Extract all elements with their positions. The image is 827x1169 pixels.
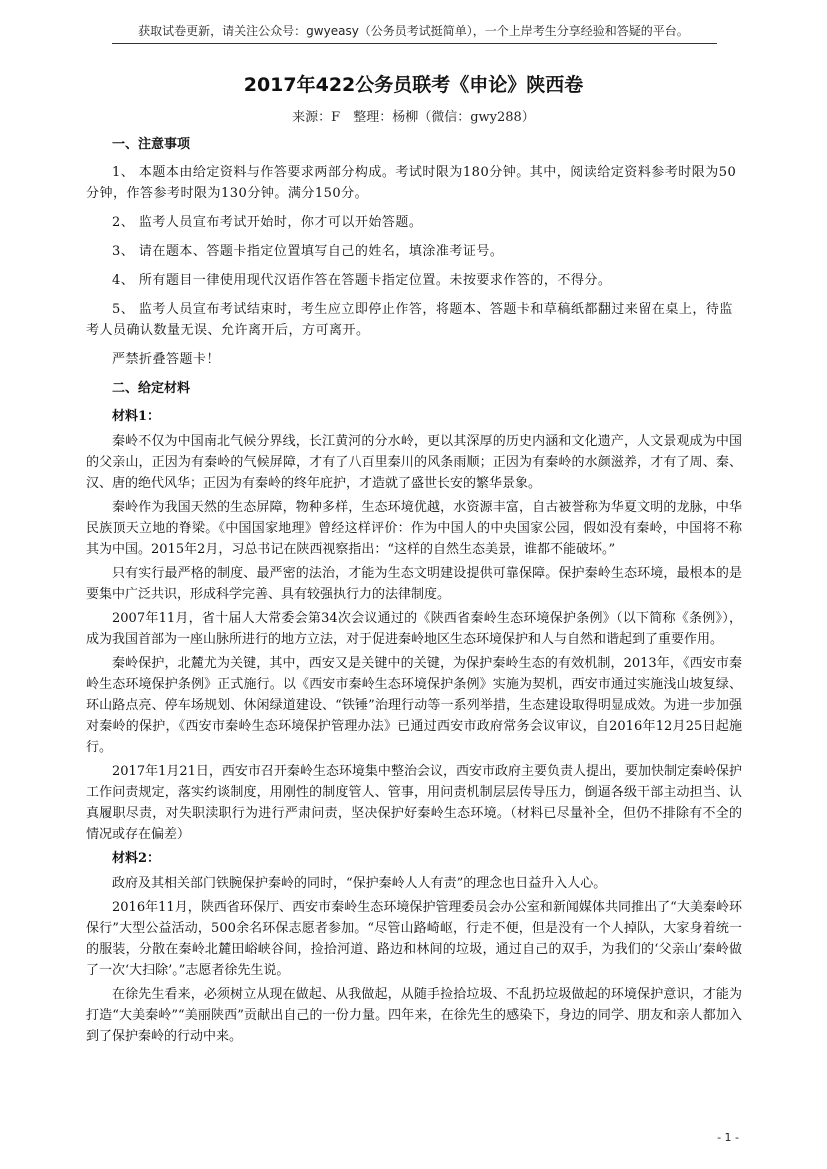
page-number: - 1 - xyxy=(717,1131,739,1144)
document-body xyxy=(86,134,742,1050)
header-note: 获取试卷更新，请关注公众号：gwyeasy（公务员考试挺简单），一个上岸考生分享经验和答疑的平台。 xyxy=(138,24,689,38)
notice-item: 2、 监考人员宣布考试开始时，你才可以开始答题。 xyxy=(112,215,423,230)
material-label: 材料2： xyxy=(112,851,161,866)
material-paragraph: 2016年11月，陕西省环保厅、西安市秦岭生态环境保护管理委员会办公室和新闻媒体共同推出了“大美秦岭环保行”大型公益活动，500余名环保志愿者参加。“尽管山路崎岖，行走不便，但是没有一个人掉队，大家身着统一的服装，分散在秦岭北麓田峪峡谷间，捡拾河道、路边和林间的垃圾，通过自己的双手，为我们的‘父亲山’秦岭做了一次‘大扫除’。”志愿者徐先生说。 xyxy=(86,900,742,978)
material-paragraph: 在徐先生看来，必须树立从现在做起、从我做起，从随手捡拾垃圾、不乱扔垃圾做起的环境保护意识，才能为打造“大美秦岭”“美丽陕西”贡献出自己的一份力量。四年来，在徐先生的感染下，身边的同学、朋友和亲人都加入到了保护秦岭的行动中来。 xyxy=(86,987,742,1044)
material-paragraph: 政府及其相关部门铁腕保护秦岭的同时，“保护秦岭人人有责”的理念也日益升入人心。 xyxy=(112,876,607,891)
notice-item: 4、 所有题目一律使用现代汉语作答在答题卡指定位置。未按要求作答的，不得分。 xyxy=(112,273,612,288)
notice-item: 1、 本题本由给定资料与作答要求两部分构成。考试时限为180分钟。其中，阅读给定资料参考时限为50分钟，作答参考时限为130分钟。满分150分。 xyxy=(86,165,737,201)
material-paragraph: 2017年1月21日，西安市召开秦岭生态环境集中整治会议，西安市政府主要负责人提出，要加快制定秦岭保护工作问责规定，落实约谈制度，用刚性的制度管人、管事，用问责机制层层传导压力，倒逼各级干部主动担当、认真履职尽责，对失职渎职行为进行严肃问责，坚决保护好秦岭生态环境。（材料已尽量补全，但仍不排除有不全的情况或存在偏差） xyxy=(86,764,742,842)
page-title: 2017年422公务员联考《申论》陕西卷 xyxy=(243,74,584,96)
material-paragraph: 秦岭作为我国天然的生态屏障，物种多样，生态环境优越，水资源丰富，自古被誉称为华夏文明的龙脉，中华民族顶天立地的脊梁。《中国国家地理》曾经这样评价：作为中国人的中央国家公园，假如没有秦岭，中国将不称其为中国。2015年2月，习总书记在陕西视察指出：“这样的自然生态美景，谁都不能破坏。” xyxy=(86,500,742,557)
notice-item: 5、 监考人员宣布考试结束时，考生应立即停止作答，将题本、答题卡和草稿纸都翻过来留在桌上，待监考人员确认数量无误、允许离开后，方可离开。 xyxy=(86,302,733,338)
material-label: 材料1： xyxy=(112,409,161,424)
material-paragraph: 2007年11月，省十届人大常委会第34次会议通过的《陕西省秦岭生态环境保护条例》（以下简称《条例》），成为我国首部为一座山脉所进行的地方立法，对于促进秦岭地区生态环境保护和人与自然和谐起到了重要作用。 xyxy=(86,611,742,647)
header-divider xyxy=(112,43,717,44)
warning-text: 严禁折叠答题卡！ xyxy=(112,352,221,367)
section-heading-notes: 一、注意事项 xyxy=(112,137,191,152)
material-paragraph: 秦岭保护，北麓尤为关键，其中，西安又是关键中的关键，为保护秦岭生态的有效机制，2013年，《西安市秦岭生态环境保护条例》正式施行。以《西安市秦岭生态环境保护条例》实施为契机，西安市通过实施浅山坡复绿、环山路点亮、停车场规划、休闲绿道建设、“铁锤”治理行动等一系列举措，生态建设取得明显成效。为进一步加强对秦岭的保护，《西安市秦岭生态环境保护管理办法》已通过西安市政府常务会议审议，自2016年12月25日起施行。 xyxy=(86,656,742,755)
section-heading-materials: 二、给定材料 xyxy=(112,381,191,396)
notice-item: 3、 请在题本、答题卡指定位置填写自己的姓名，填涂准考证号。 xyxy=(112,244,504,259)
material-paragraph: 秦岭不仅为中国南北气候分界线，长江黄河的分水岭，更以其深厚的历史内涵和文化遗产，人文景观成为中国的父亲山，正因为有秦岭的气候屏障，才有了八百里秦川的风条雨顺；正因为有秦岭的水颜滋养，才有了周、秦、汉、唐的绝代风华；正因为有秦岭的终年庇护，才造就了盛世长安的繁华景象。 xyxy=(86,434,742,491)
source-line: 来源：F 整理：杨柳（微信：gwy288） xyxy=(292,110,535,125)
material-paragraph: 只有实行最严格的制度、最严密的法治，才能为生态文明建设提供可靠保障。保护秦岭生态环境，最根本的是要集中广泛共识，形成科学完善、具有较强执行力的法律制度。 xyxy=(86,566,742,602)
